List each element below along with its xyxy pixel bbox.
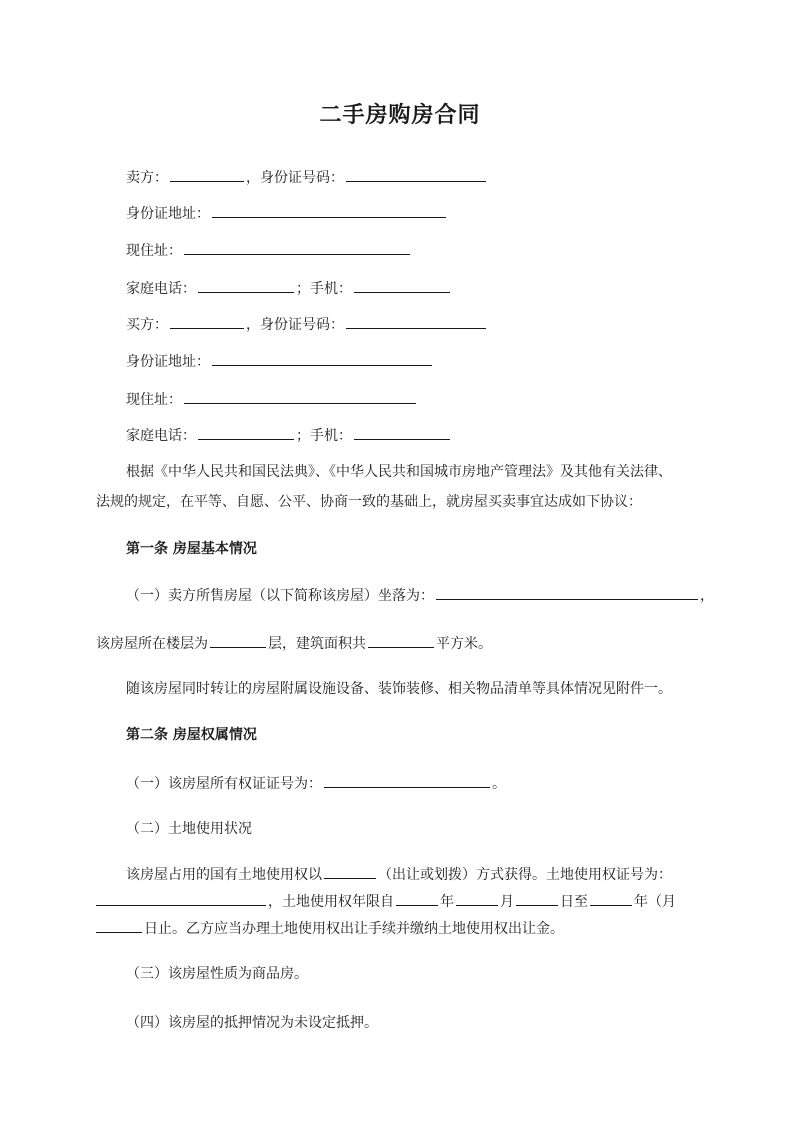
article2-nature: （三）该房屋性质为商品房。 [126, 966, 308, 982]
article2-start-day-blank[interactable] [516, 891, 558, 906]
article2-heading: 第二条 房屋权属情况 [126, 727, 257, 743]
buyer-id-address-line [126, 351, 434, 372]
seller-phone-line [126, 278, 452, 299]
seller-address-line [126, 240, 412, 261]
article1-floor-suffix: 平方米。 [436, 636, 492, 652]
article2-cert-line [126, 773, 506, 794]
article1-location-suffix: ， [700, 588, 714, 604]
buyer-phone-label: 家庭电话： [126, 428, 196, 444]
buyer-id-address-blank[interactable] [212, 351, 432, 366]
seller-id-label: ，身份证号码： [246, 170, 344, 186]
seller-address-label: 现住址： [126, 243, 182, 259]
article1-heading: 第一条 房屋基本情况 [126, 541, 257, 557]
article2-cert-blank[interactable] [324, 773, 490, 788]
article2-land-method-blank[interactable] [324, 864, 376, 879]
buyer-id-address-label: 身份证地址： [126, 354, 210, 370]
buyer-name-blank[interactable] [170, 314, 244, 329]
buyer-id-label: ，身份证号码： [246, 317, 344, 333]
seller-id-blank[interactable] [346, 167, 486, 182]
seller-address-blank[interactable] [184, 240, 410, 255]
article1-floor-prefix: 该房屋所在楼层为 [96, 636, 208, 652]
buyer-line [126, 314, 488, 335]
article2-day-to-label: 日至 [560, 894, 588, 910]
article1-floor-mid: 层，建筑面积共 [268, 636, 366, 652]
seller-mobile-label: ；手机： [296, 281, 352, 297]
seller-mobile-blank[interactable] [354, 278, 450, 293]
article2-land-heading: （二）土地使用状况 [126, 821, 252, 837]
buyer-address-line [126, 389, 418, 410]
article2-end-line [96, 918, 564, 939]
article2-end-year-blank[interactable] [590, 891, 632, 906]
seller-phone-blank[interactable] [198, 278, 294, 293]
article2-end-day-blank[interactable] [96, 918, 142, 933]
seller-line [126, 167, 488, 188]
article2-land-mid: （出让或划拨）方式获得。土地使用权证号为： [378, 867, 672, 883]
buyer-address-blank[interactable] [184, 389, 416, 404]
article2-start-year-blank[interactable] [396, 891, 438, 906]
buyer-mobile-label: ；手机： [296, 428, 352, 444]
buyer-mobile-blank[interactable] [354, 425, 450, 440]
article2-term-prefix: ，土地使用权年限自 [268, 894, 394, 910]
article1-floor-blank[interactable] [210, 633, 266, 648]
buyer-phone-blank[interactable] [198, 425, 294, 440]
article2-year-label: 年 [440, 894, 454, 910]
article1-attachment: 随该房屋同时转让的房屋附属设施设备、装饰装修、相关物品清单等具体情况见附件一。 [126, 681, 672, 697]
buyer-phone-line [126, 425, 452, 446]
article2-cert-prefix: （一）该房屋所有权证证号为： [126, 776, 322, 792]
article2-land-line [126, 864, 672, 885]
article1-location-prefix: （一）卖方所售房屋（以下简称该房屋）坐落为： [126, 588, 434, 604]
seller-id-address-blank[interactable] [212, 203, 446, 218]
seller-label: 卖方： [126, 170, 168, 186]
intro-line-1: 根据《中华人民共和国民法典》、《中华人民共和国城市房地产管理法》及其他有关法律、 [126, 464, 672, 480]
intro-line-2: 法规的规定，在平等、自愿、公平、协商一致的基础上，就房屋买卖事宜达成如下协议： [96, 494, 642, 510]
article1-area-blank[interactable] [368, 633, 434, 648]
seller-id-address-label: 身份证地址： [126, 206, 210, 222]
seller-id-address-line [126, 203, 448, 224]
article2-land-prefix: 该房屋占用的国有土地使用权以 [126, 867, 322, 883]
article2-mortgage: （四）该房屋的抵押情况为未设定抵押。 [126, 1015, 378, 1031]
article2-month-label: 月 [500, 894, 514, 910]
article2-cert-suffix: 。 [492, 776, 506, 792]
page-title: 二手房购房合同 [319, 102, 481, 128]
article2-year-paren-label: 年（月 [634, 894, 676, 910]
article2-start-month-blank[interactable] [456, 891, 498, 906]
article1-location-line [126, 585, 714, 606]
article1-location-blank[interactable] [436, 585, 698, 600]
article2-term-line [96, 891, 676, 912]
article2-land-cert-blank[interactable] [96, 891, 266, 906]
buyer-label: 买方： [126, 317, 168, 333]
article2-end-text: 日止。乙方应当办理土地使用权出让手续并缴纳土地使用权出让金。 [144, 921, 564, 937]
article1-floor-line [96, 633, 492, 654]
seller-phone-label: 家庭电话： [126, 281, 196, 297]
buyer-id-blank[interactable] [346, 314, 486, 329]
seller-name-blank[interactable] [170, 167, 244, 182]
buyer-address-label: 现住址： [126, 392, 182, 408]
